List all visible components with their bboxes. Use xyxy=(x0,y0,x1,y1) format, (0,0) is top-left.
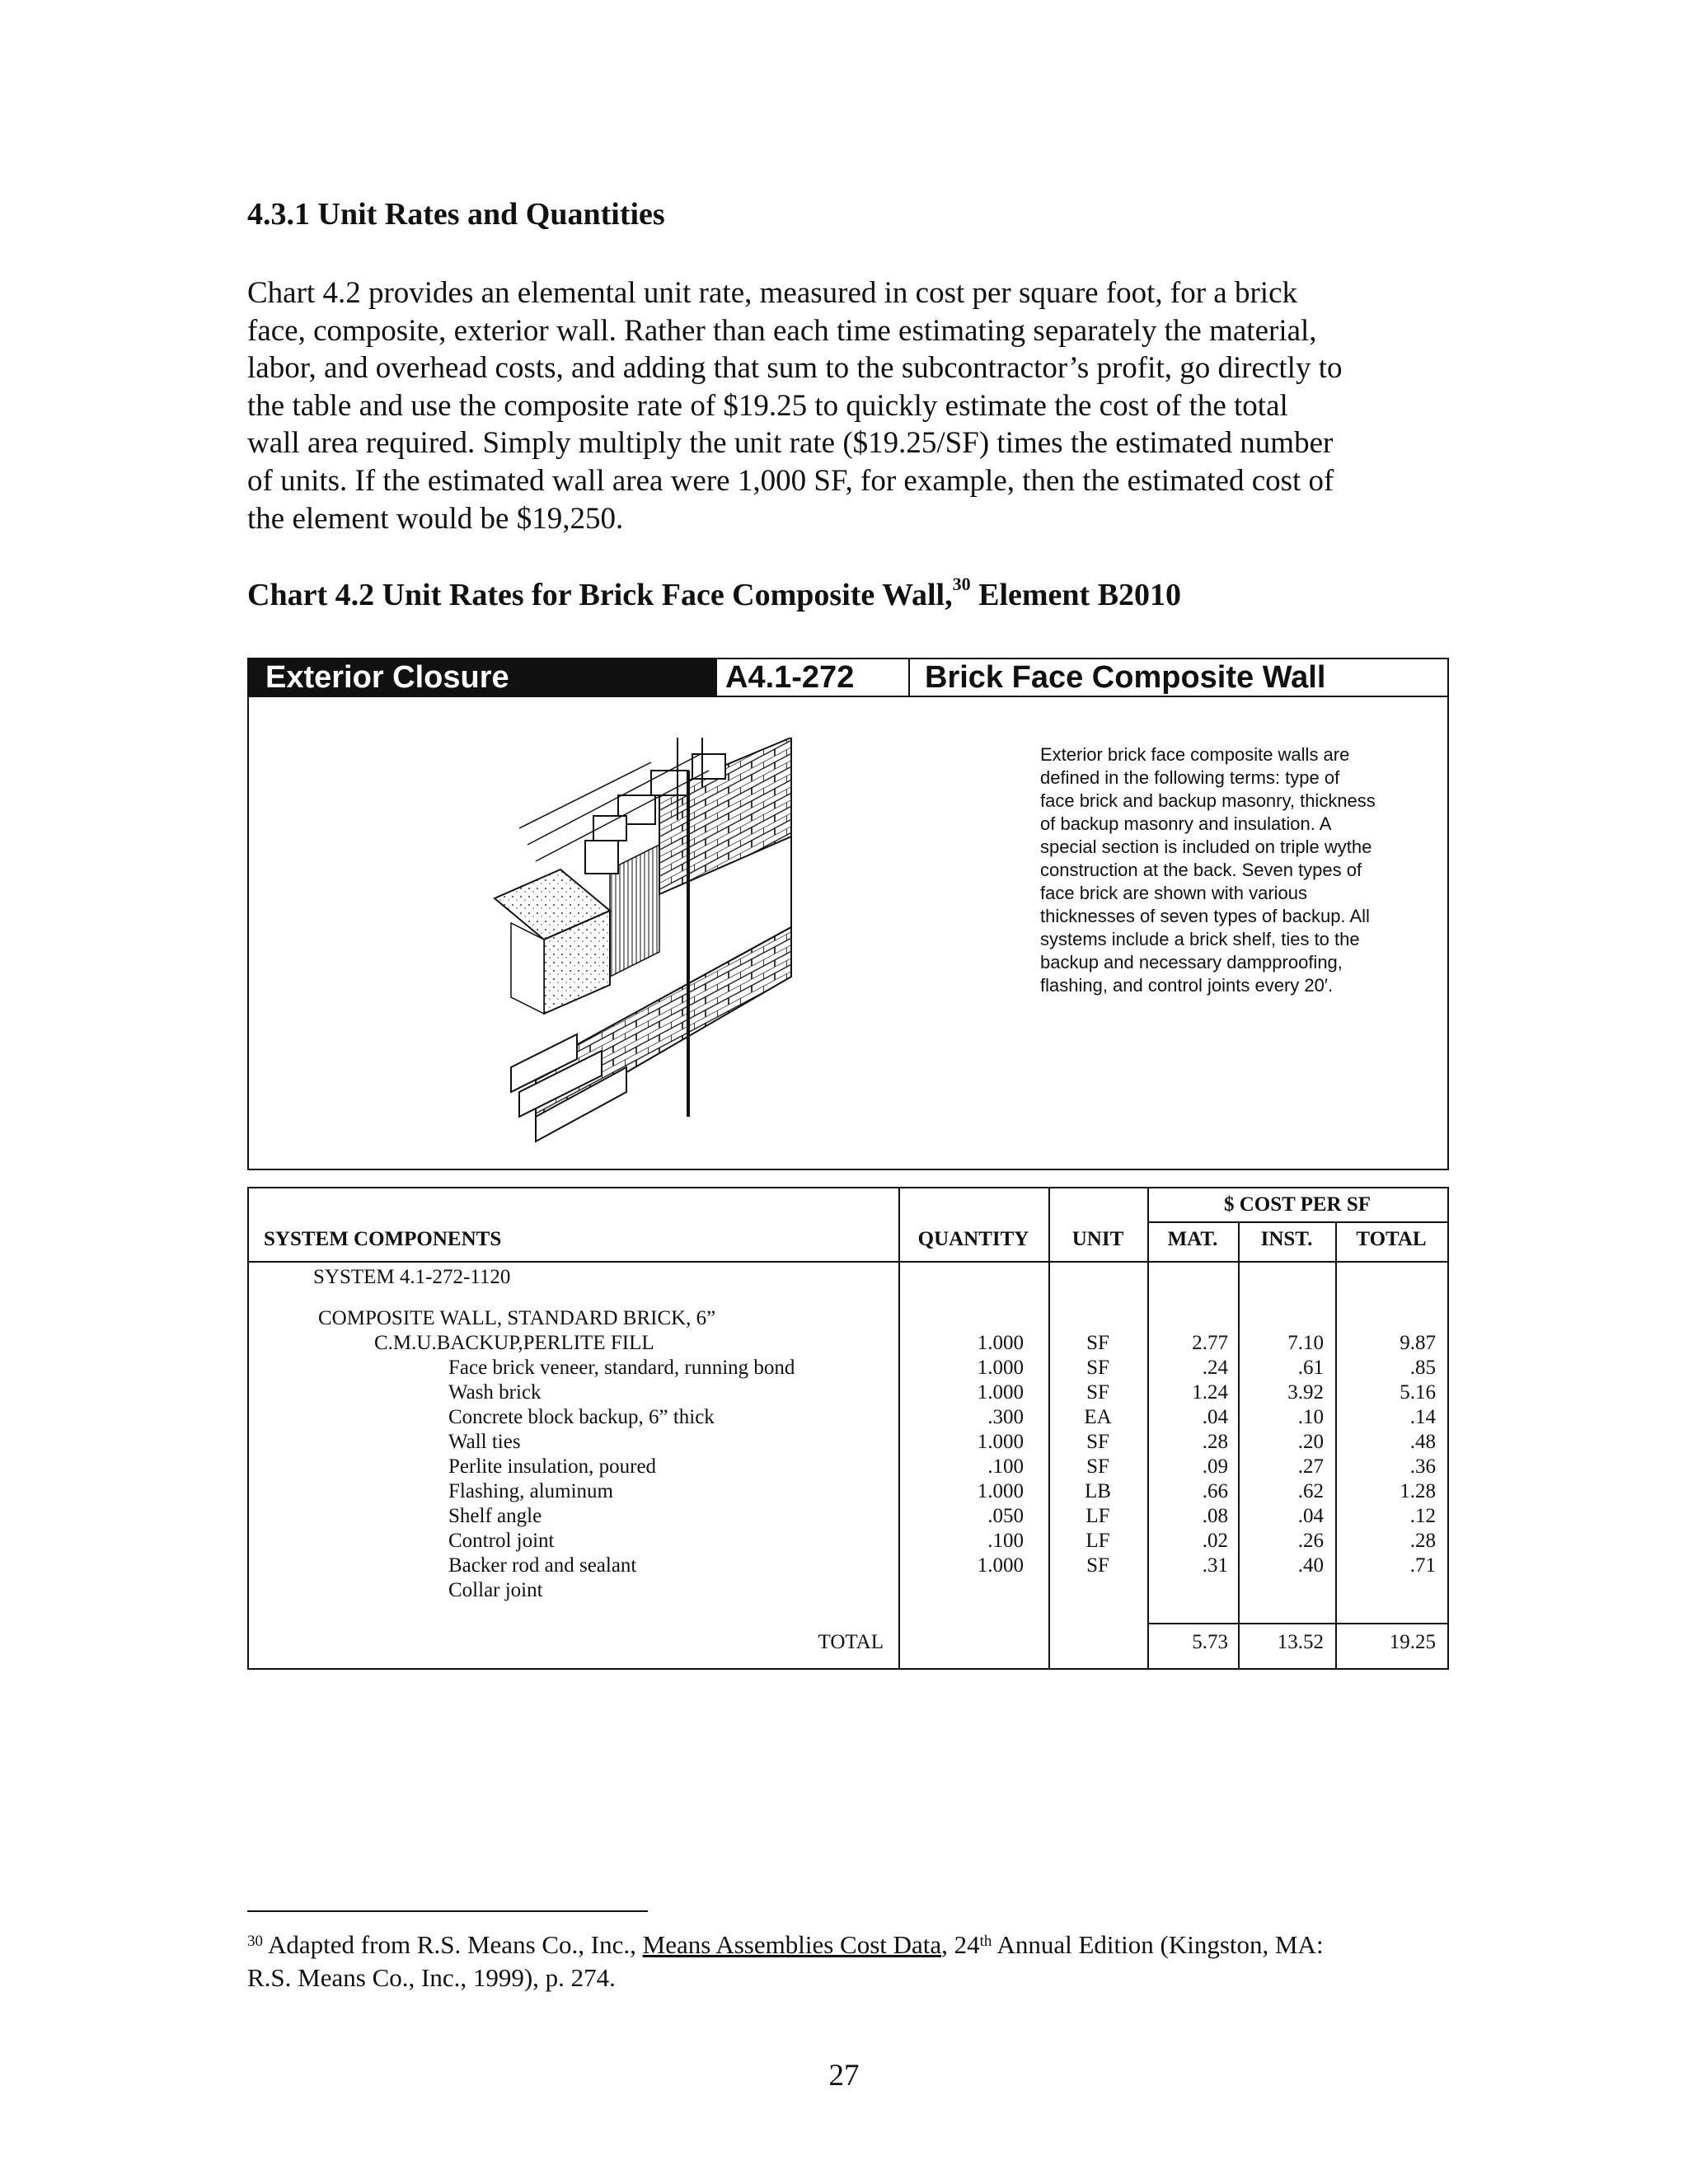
component-unit: SF xyxy=(1086,1381,1109,1404)
description-line: construction at the back. Seven types of xyxy=(1040,860,1362,880)
component-item: Collar joint xyxy=(448,1579,543,1601)
description-line: face brick are shown with various xyxy=(1040,883,1308,903)
row-divider xyxy=(1147,1623,1447,1624)
component-inst: .61 xyxy=(1297,1357,1324,1379)
footnote-edition: , 24 xyxy=(941,1930,980,1959)
component-inst: 3.92 xyxy=(1287,1381,1324,1404)
chart-title-text: Chart 4.2 Unit Rates for Brick Face Composite Wall, xyxy=(247,578,953,612)
description-line: face brick and backup masonry, thickness xyxy=(1040,790,1376,811)
total-label: TOTAL xyxy=(818,1631,884,1653)
component-unit: EA xyxy=(1084,1406,1112,1428)
component-total: .85 xyxy=(1409,1357,1436,1379)
assembly-code: A4.1-272 xyxy=(717,659,910,696)
footnote-source-title: Means Assemblies Cost Data xyxy=(642,1930,942,1959)
component-item: Face brick veneer, standard, running bond xyxy=(448,1357,795,1379)
component-item: Concrete block backup, 6” thick xyxy=(448,1406,715,1428)
component-quantity: 1.000 xyxy=(977,1554,1024,1577)
page-number: 27 xyxy=(828,2059,860,2093)
component-item: Perlite insulation, poured xyxy=(448,1455,657,1478)
paragraph-line: the table and use the composite rate of $19.25 to quickly estimate the cost of the total xyxy=(247,388,1288,423)
component-mat: .08 xyxy=(1202,1505,1228,1527)
component-mat: 1.24 xyxy=(1192,1381,1228,1404)
cost-per-sf-header: $ COST PER SF xyxy=(1223,1193,1372,1216)
total-header: TOTAL xyxy=(1356,1228,1427,1250)
inst-header: INST. xyxy=(1260,1228,1313,1250)
components-header: SYSTEM COMPONENTS xyxy=(264,1228,502,1250)
chart-title-footnote-ref: 30 xyxy=(952,574,971,594)
component-unit: LF xyxy=(1085,1505,1110,1527)
component-quantity: 1.000 xyxy=(977,1431,1024,1453)
unit-header: UNIT xyxy=(1071,1228,1124,1250)
component-inst: .62 xyxy=(1297,1480,1324,1502)
total-mat: 5.73 xyxy=(1192,1631,1228,1653)
description-line: of backup masonry and insulation. A xyxy=(1040,813,1332,834)
assembly-header-bar xyxy=(247,658,1449,697)
paragraph-line: face, composite, exterior wall. Rather than each time estimating separately the material, xyxy=(247,313,1317,348)
component-total: 5.16 xyxy=(1400,1381,1436,1404)
component-total: .71 xyxy=(1409,1554,1436,1577)
component-mat: .66 xyxy=(1202,1480,1228,1502)
component-inst: .26 xyxy=(1297,1530,1324,1552)
total-inst: 13.52 xyxy=(1277,1631,1324,1653)
footnote-text: Adapted from R.S. Means Co., Inc., xyxy=(263,1930,643,1959)
total-total: 19.25 xyxy=(1389,1631,1436,1653)
paragraph-line: of units. If the estimated wall area were 1,000 SF, for example, then the estimated cost of xyxy=(247,463,1334,498)
paragraph-line: wall area required. Simply multiply the unit rate ($19.25/SF) times the estimated number xyxy=(247,426,1334,461)
component-quantity: .100 xyxy=(987,1455,1024,1478)
component-total: .12 xyxy=(1409,1505,1436,1527)
quantity-header: QUANTITY xyxy=(917,1228,1029,1250)
footnote xyxy=(247,1929,1484,1994)
system-subtitle: C.M.U.BACKUP,PERLITE FILL xyxy=(374,1332,654,1354)
component-quantity: .050 xyxy=(987,1505,1024,1527)
footnote-line-1 xyxy=(247,1929,1484,1961)
body-paragraph xyxy=(247,274,1451,537)
component-unit: SF xyxy=(1086,1554,1109,1577)
component-unit: LF xyxy=(1085,1530,1110,1552)
system-total: 9.87 xyxy=(1400,1332,1436,1354)
component-unit: LB xyxy=(1085,1480,1111,1502)
footnote-edition-suffix: th xyxy=(979,1933,992,1950)
system-quantity: 1.000 xyxy=(977,1332,1024,1354)
component-item: Flashing, aluminum xyxy=(448,1480,613,1502)
description-line: flashing, and control joints every 20′. xyxy=(1040,975,1334,996)
description-line: systems include a brick shelf, ties to the xyxy=(1040,929,1360,949)
footnote-rule xyxy=(247,1910,648,1912)
component-quantity: 1.000 xyxy=(977,1381,1024,1404)
component-mat: .28 xyxy=(1202,1431,1228,1453)
component-item: Wash brick xyxy=(448,1381,542,1404)
component-unit: SF xyxy=(1086,1431,1109,1453)
chart-title xyxy=(247,574,1182,613)
component-quantity: .300 xyxy=(987,1406,1024,1428)
component-quantity: 1.000 xyxy=(977,1480,1024,1502)
component-item: Wall ties xyxy=(448,1431,521,1453)
component-mat: .31 xyxy=(1202,1554,1228,1577)
row-divider xyxy=(249,1261,1447,1263)
component-item: Shelf angle xyxy=(448,1505,542,1527)
component-inst: .27 xyxy=(1297,1455,1324,1478)
paragraph-line: labor, and overhead costs, and adding that sum to the subcontractor’s profit, go directly to xyxy=(247,351,1343,386)
system-unit: SF xyxy=(1086,1332,1109,1354)
description-line: thicknesses of seven types of backup. All xyxy=(1040,906,1370,926)
brick-wall-illustration xyxy=(486,738,832,1150)
chart-title-element: Element B2010 xyxy=(970,578,1182,612)
component-unit: SF xyxy=(1086,1357,1109,1379)
component-inst: .20 xyxy=(1297,1431,1324,1453)
component-inst: .10 xyxy=(1297,1406,1324,1428)
component-total: 1.28 xyxy=(1400,1480,1436,1502)
system-components-table xyxy=(247,1187,1449,1670)
component-total: .48 xyxy=(1409,1431,1436,1453)
footnote-number: 30 xyxy=(247,1933,263,1950)
assembly-category: Exterior Closure xyxy=(249,659,717,696)
paragraph-line: the element would be $19,250. xyxy=(247,501,624,536)
component-mat: .02 xyxy=(1202,1530,1228,1552)
component-inst: .04 xyxy=(1297,1505,1324,1527)
component-unit: SF xyxy=(1086,1455,1109,1478)
component-quantity: .100 xyxy=(987,1530,1024,1552)
footnote-text-after: Annual Edition (Kingston, MA: xyxy=(992,1930,1324,1959)
paragraph-line: Chart 4.2 provides an elemental unit rate, measured in cost per square foot, for a brick xyxy=(247,276,1298,310)
component-mat: .04 xyxy=(1202,1406,1228,1428)
system-id: SYSTEM 4.1-272-1120 xyxy=(313,1266,511,1288)
component-mat: .09 xyxy=(1202,1455,1228,1478)
assembly-description xyxy=(1040,743,1403,997)
description-line: special section is included on triple wythe xyxy=(1040,837,1372,857)
component-item: Control joint xyxy=(448,1530,555,1552)
component-inst: .40 xyxy=(1297,1554,1324,1577)
system-title: COMPOSITE WALL, STANDARD BRICK, 6” xyxy=(318,1307,716,1329)
row-divider xyxy=(1147,1221,1447,1223)
component-quantity: 1.000 xyxy=(977,1357,1024,1379)
assembly-name: Brick Face Composite Wall xyxy=(925,660,1326,695)
component-total: .36 xyxy=(1409,1455,1436,1478)
system-mat: 2.77 xyxy=(1192,1332,1228,1354)
description-line: defined in the following terms: type of xyxy=(1040,767,1340,788)
component-total: .14 xyxy=(1409,1406,1436,1428)
description-line: Exterior brick face composite walls are xyxy=(1040,744,1350,765)
section-heading: 4.3.1 Unit Rates and Quantities xyxy=(247,197,665,232)
footnote-line-2: R.S. Means Co., Inc., 1999), p. 274. xyxy=(247,1963,616,1992)
system-inst: 7.10 xyxy=(1287,1332,1324,1354)
component-item: Backer rod and sealant xyxy=(448,1554,637,1577)
component-total: .28 xyxy=(1409,1530,1436,1552)
component-mat: .24 xyxy=(1202,1357,1228,1379)
mat-header: MAT. xyxy=(1167,1228,1218,1250)
description-line: backup and necessary dampproofing, xyxy=(1040,952,1343,972)
